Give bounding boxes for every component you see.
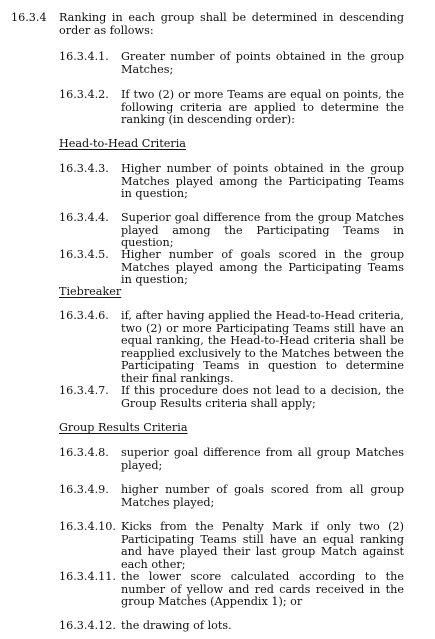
clause-text: If two (2) or more Teams are equal on points, the following criteria are applied to determine the ranking (in descending order): — [121, 88, 404, 127]
clause-text: superior goal difference from all group Matches played; — [121, 446, 404, 472]
clause-number: 16.3.4.12. — [59, 619, 116, 632]
clause-number: 16.3.4.7. — [59, 384, 109, 397]
clause-text: the drawing of lots. — [121, 619, 232, 632]
clause-text: the lower score calculated according to the number of yellow and red cards received in the group Matches (Appendix 1); or — [121, 570, 404, 609]
clause-text: Higher number of points obtained in the group Matches played among the Participating Teams in question; — [121, 162, 404, 201]
heading-head-to-head: Head-to-Head Criteria — [59, 137, 186, 150]
clause-number: 16.3.4.1. — [59, 50, 109, 63]
clause-text: Superior goal difference from the group Matches played among the Participating Teams in question; — [121, 211, 404, 250]
clause-number: 16.3.4.3. — [59, 162, 109, 175]
heading-tiebreaker: Tiebreaker — [59, 285, 122, 298]
clause-number: 16.3.4.4. — [59, 211, 109, 224]
clause-number: 16.3.4.2. — [59, 88, 109, 101]
clause-number: 16.3.4.8. — [59, 446, 109, 459]
clause-number: 16.3.4.6. — [59, 309, 109, 322]
clause-number: 16.3.4.5. — [59, 248, 109, 261]
section-text: Ranking in each group shall be determined in descending order as follows: — [59, 11, 404, 37]
clause-number: 16.3.4.11. — [59, 570, 116, 583]
clause-number: 16.3.4.9. — [59, 483, 109, 496]
clause-text: if, after having applied the Head-to-Head criteria, two (2) or more Participating Teams still have an equal ranking, the Head-to-Head criteria shall be reapplied exclusively to the Matches between the Participating Teams in question to determine their final rankings. — [121, 309, 404, 385]
section-number: 16.3.4 — [11, 11, 47, 24]
clause-text: If this procedure does not lead to a decision, the Group Results criteria shall apply; — [121, 384, 404, 410]
clause-number: 16.3.4.10. — [59, 520, 116, 533]
clause-text: Greater number of points obtained in the group Matches; — [121, 50, 404, 76]
clause-text: higher number of goals scored from all group Matches played; — [121, 483, 404, 509]
heading-group-results: Group Results Criteria — [59, 421, 188, 434]
clause-text: Kicks from the Penalty Mark if only two (2) Participating Teams still have an equal ranking and have played their last group Match against each other; — [121, 520, 404, 571]
clause-text: Higher number of goals scored in the group Matches played among the Participating Teams in question; — [121, 248, 404, 287]
